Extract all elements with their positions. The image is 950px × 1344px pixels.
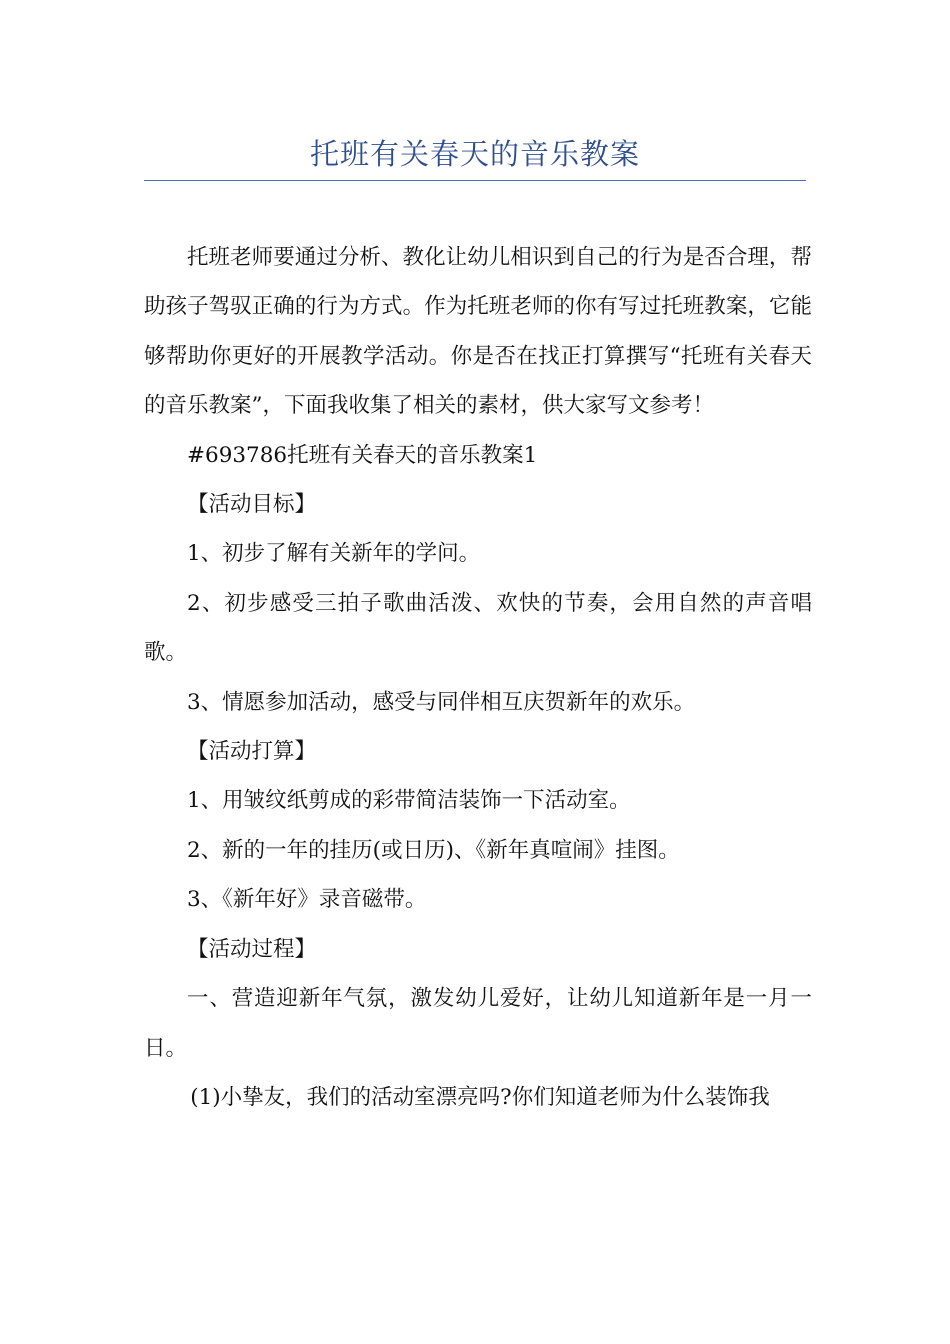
process-step-1: 一、营造迎新年气氛，激发幼儿爱好，让幼儿知道新年是一月一日。 — [144, 986, 812, 1061]
document-title: 托班有关春天的音乐教案 — [309, 137, 640, 171]
process-substep-1: (1)小挚友，我们的活动室漂亮吗?你们知道老师为什么装饰我 — [190, 1084, 770, 1110]
heading-activity-preparation: 【活动打算】 — [187, 739, 317, 765]
heading-activity-process: 【活动过程】 — [187, 936, 317, 962]
prep-item-2: 2、新的一年的挂历(或日历)、《新年真喧闹》挂图。 — [187, 837, 680, 863]
goal-item-1: 1、初步了解有关新年的学问。 — [187, 541, 481, 567]
section-title: #693786托班有关春天的音乐教案1 — [187, 442, 538, 468]
title-underline — [144, 180, 806, 181]
heading-activity-goals: 【活动目标】 — [187, 492, 317, 518]
prep-item-3: 3、《新年好》录音磁带。 — [187, 887, 427, 913]
goal-item-2: 2、初步感受三拍子歌曲活泼、欢快的节奏，会用自然的声音唱歌。 — [144, 590, 812, 666]
goal-item-3: 3、情愿参加活动，感受与同伴相互庆贺新年的欢乐。 — [187, 689, 696, 715]
document-body — [144, 233, 812, 1122]
intro-paragraph: 托班老师要通过分析、教化让幼儿相识到自己的行为是否合理，帮助孩子驾驭正确的行为方式。作为托班老师的你有写过托班教案，它能够帮助你更好的开展教学活动。你是否在找正打算撰写“托班有关春天的音乐教案”，下面我收集了相关的素材，供大家写文参考！ — [144, 245, 812, 419]
prep-item-1: 1、用皱纹纸剪成的彩带简洁装饰一下活动室。 — [187, 788, 631, 814]
